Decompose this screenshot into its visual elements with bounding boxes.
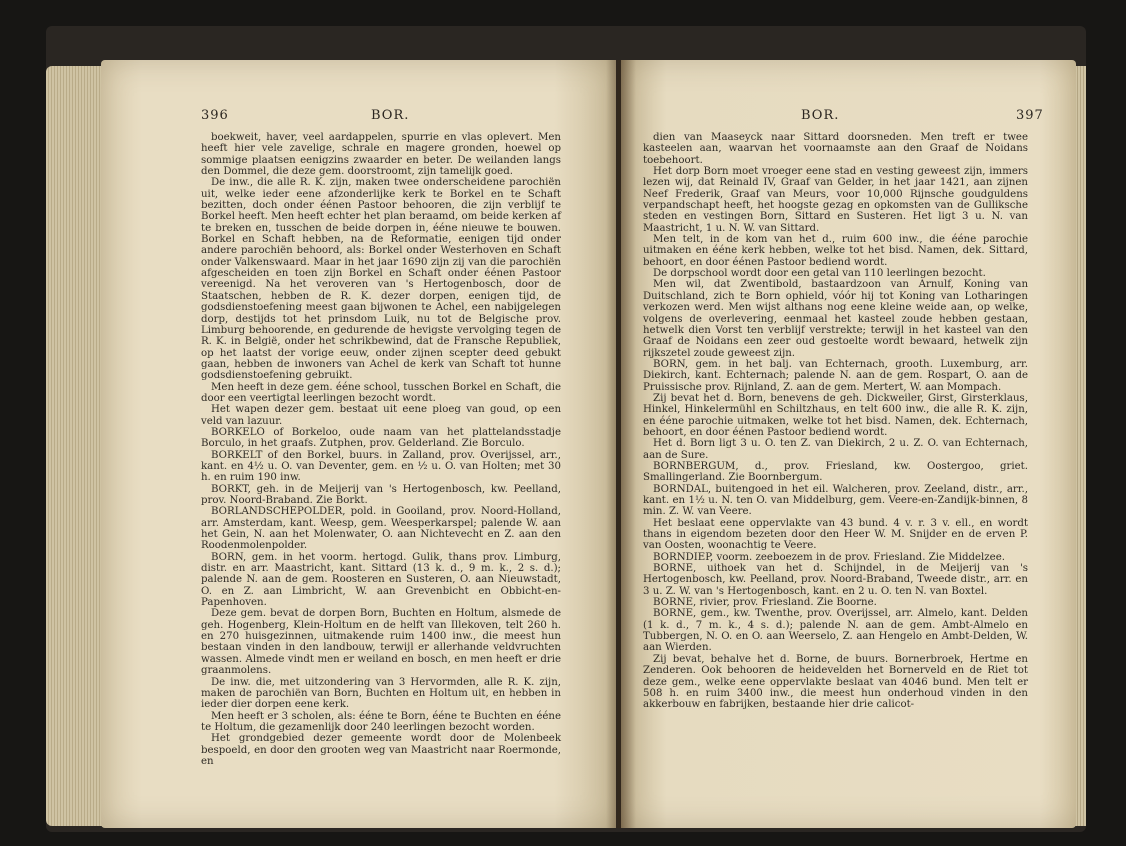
- left-page-text: [201, 132, 561, 767]
- right-page: [621, 60, 1076, 828]
- paragraph: Het wapen dezer gem. bestaat uit eene ploeg van goud, op een veld van lazuur.: [201, 404, 561, 427]
- paragraph: Het grondgebied dezer gemeente wordt door de Molenbeek bespoeld, en door den grooten weg van Maastricht naar Roermonde, en: [201, 733, 561, 767]
- paragraph: dien van Maaseyck naar Sittard doorsneden. Men treft er twee kasteelen aan, waarvan het voornaamste aan den Graaf de Noidans toebehoort.: [643, 132, 1028, 166]
- paragraph: Zij bevat, behalve het d. Borne, de buurs. Bornerbroek, Hertme en Zenderen. Ook behooren de heidevelden het Bornerveld en de Riet tot deze gem., welke eene oppervlakte beslaat van 4046 bund. Men telt er 508 h. en ruim 3400 inw., die meest hun onderhoud vinden in den akkerbouw en fabrijken, bestaande hier drie calicot-: [643, 653, 1028, 711]
- entry: BORKELT of den Borkel, buurs. in Zalland, prov. Overijssel, arr., kant. en 4½ u. O. van Deventer, gem. en ½ u. O. van Holten; met 30 h. en ruim 190 inw.: [201, 449, 561, 484]
- paragraph: Men telt, in de kom van het d., ruim 600 inw., die ééne parochie uitmaken en ééne kerk hebben, welke tot het bisd. Namen, dek. Sittard, behoort, en door éénen Pastoor bediend wordt.: [643, 234, 1028, 268]
- entry: BORNDIEP, voorm. zeeboezem in de prov. Friesland. Zie Middelzee.: [653, 551, 1005, 563]
- book-spread: [46, 26, 1086, 832]
- paragraph: Zij bevat het d. Born, benevens de geh. Dickweiler, Girst, Girsterklaus, Hinkel, Hinkelermühl en Schiltzhaus, en telt 600 inw., die alle R. K. zijn, en ééne parochie uitmaken, welke tot het bisd. Namen, dek. Echternach, behoort, en door éénen Pastoor bediend wordt.: [643, 392, 1028, 438]
- entry: BORKELO of Borkeloo, oude naam van het plattelandsstadje Borculo, in het graafs. Zutphen, prov. Gelderland. Zie Borculo.: [201, 426, 561, 450]
- entry: BORN, gem. in het balj. van Echternach, grooth. Luxemburg, arr. Diekirch, kant. Echternach; palende N. aan de gem. Rospart, O. aan de Pruissische prov. Rijnland, Z. aan de gem. Mertert, W. aan Mompach.: [643, 358, 1028, 393]
- paragraph: Men heeft er 3 scholen, als: ééne te Born, ééne te Buchten en ééne te Holtum, die gezamenlijk door 240 leerlingen bezocht worden.: [201, 710, 561, 733]
- paragraph: Het d. Born ligt 3 u. O. ten Z. van Diekirch, 2 u. Z. O. van Echternach, aan de Sure.: [643, 438, 1028, 461]
- paragraph: Het dorp Born moet vroeger eene stad en vesting geweest zijn, immers lezen wij, dat Reinald IV, Graaf van Gelder, in het jaar 1421, aan zijnen Neef Frederik, Graaf van Meurs, voor 10,000 Rijnsche goudguldens verpandschapt heeft, het hoogste gezag en opkomsten van de Gulliksche steden en vestingen Born, Sittard en Susteren. Het ligt 3 u. N. van Maastricht, 1 u. N. W. van Sittard.: [643, 166, 1028, 234]
- left-page-number: 396: [201, 108, 229, 123]
- left-running-head: BOR.: [371, 108, 410, 123]
- paragraph: Het beslaat eene oppervlakte van 43 bund. 4 v. r. 3 v. ell., en wordt thans in eigendom bezeten door den Heer W. M. Snijder en de erven P. van Oosten, woonachtig te Veere.: [643, 517, 1028, 552]
- entry: BORKT, geh. in de Meijerij van 's Hertogenbosch, kw. Peelland, prov. Noord-Braband. Zie Borkt.: [201, 483, 561, 506]
- left-page: [101, 60, 616, 828]
- entry: BORNE, uithoek van het d. Schijndel, in de Meijerij van 's Hertogenbosch, kw. Peelland, prov. Noord-Braband, Tweede distr., arr. en 3 u. Z. W. van 's Hertogenbosch, kant. en 2 u. O. ten N. van Boxtel.: [643, 563, 1028, 597]
- book-gutter: [606, 60, 636, 828]
- entry: BORNBERGUM, d., prov. Friesland, kw. Oostergoo, griet. Smallingerland. Zie Boornbergum.: [643, 460, 1028, 484]
- right-page-number: 397: [1016, 108, 1044, 123]
- right-running-head: BOR.: [801, 108, 840, 123]
- page-edges-left: [46, 66, 104, 826]
- paragraph: De inw., die alle R. K. zijn, maken twee onderscheidene parochiën uit, welke ieder eene afzonderlijke kerk te Borkel en te Schaft bezitten, doch onder éénen Pastoor behooren, die zijn verblijf te Borkel heeft. Men heeft echter het plan beraamd, om beide kerken af te breken en, tusschen de beide dorpen in, ééne nieuwe te bouwen. Borkel en Schaft hebben, na de Reformatie, eenigen tijd onder andere parochiën behoord, als: Borkel onder Westerhoven en Schaft onder Valkenswaard. Maar in het jaar 1690 zijn zij van die parochiën afgescheiden en toen zijn Borkel en Schaft onder éénen Pastoor vereenigd. Na het veroveren van 's Hertogenbosch, door de Staatschen, hebben de R. K. dezer dorpen, eenigen tijd, de godsdienstoefening meest gaan bijwonen te Achel, een nabijgelegen dorp, destijds tot het prinsdom Luik, nu tot de Belgische prov. Limburg behoorende, en gedurende de hevigste vervolging tegen de R. K. in België, onder het schrikbewind, dat de Fransche Republiek, op het laatst der vorige eeuw, onder zijnen scepter deed gebukt gaan, hebben de inwoners van Achel de kerk van Schaft tot hunne godsdienstoefening gebruikt.: [201, 177, 562, 382]
- entry: BORNDAL, buitengoed in het eil. Walcheren, prov. Zeeland, distr., arr., kant. en 1½ u. N. ten O. van Middelburg, gem. Veere-en-Zandijk-binnen, 8 min. Z. W. van Veere.: [643, 483, 1028, 518]
- entry: BORNE, rivier, prov. Friesland. Zie Boorne.: [653, 597, 877, 609]
- entry: BORLANDSCHEPOLDER, pold. in Gooiland, prov. Noord-Holland, arr. Amsterdam, kant. Weesp, gem. Weesperkarspel; palende W. aan het Gein, N. aan het Molenwater, O. aan Nichtevecht en Z. aan den Roodenmolenpolder.: [201, 506, 561, 552]
- paragraph: Men wil, dat Zwentibold, bastaardzoon van Arnulf, Koning van Duitschland, zich te Born ophield, vóór hij tot Koning van Lotharingen verkozen werd. Men wijst althans nog eene kleine weide aan, op welke, volgens de overlevering, eenmaal het kasteel zoude hebben gestaan, hetwelk dien Vorst ten verblijf verstrekte; terwijl in het kasteel van den Graaf de Noidans een zeer oud gestoelte wordt bewaard, hetwelk zijn rijkszetel zoude geweest zijn.: [643, 279, 1028, 359]
- paragraph: boekweit, haver, veel aardappelen, spurrie en vlas oplevert. Men heeft hier vele zavelige, schrale en magere gronden, hoewel op sommige plaatsen eenigzins zwaarder en beter. De weilanden langs den Dommel, die deze gem. doorstroomt, zijn tamelijk goed.: [201, 132, 561, 178]
- paragraph: Men heeft in deze gem. ééne school, tusschen Borkel en Schaft, die door een veertigtal leerlingen bezocht wordt.: [201, 381, 561, 404]
- right-page-text: [643, 132, 1028, 711]
- entry: BORNE, gem., kw. Twenthe, prov. Overijssel, arr. Almelo, kant. Delden (1 k. d., 7 m. k., 4 s. d.); palende N. aan de gem. Ambt-Almelo en Tubbergen, N. O. en O. aan Weerselo, Z. aan Hengelo en Ambt-Delden, W. aan Wierden.: [643, 608, 1028, 654]
- paragraph: De dorpschool wordt door een getal van 110 leerlingen bezocht.: [653, 268, 986, 280]
- paragraph: De inw. die, met uitzondering van 3 Hervormden, alle R. K. zijn, maken de parochiën van Born, Buchten en Holtum uit, en hebben in ieder dier dorpen eene kerk.: [201, 676, 561, 711]
- entry: BORN, gem. in het voorm. hertogd. Gulik, thans prov. Limburg, distr. en arr. Maastricht, kant. Sittard (13 k. d., 9 m. k., 2 s. d.); palende N. aan de gem. Roosteren en Susteren, O. aan Nieuwstadt, O. en Z. aan Limbricht, W. aan Grevenbicht en Obbicht-en-Papenhoven.: [201, 551, 561, 609]
- paragraph: Deze gem. bevat de dorpen Born, Buchten en Holtum, alsmede de geh. Hogenberg, Klein-Holtum en de helft van Illekoven, telt 260 h. en 270 huisgezinnen, uitmakende ruim 1400 inw., die meest hun bestaan vinden in den landbouw, terwijl er allerhande veldvruchten wassen. Almede vindt men er weiland en bosch, en men heeft er drie graanmolens.: [201, 608, 561, 677]
